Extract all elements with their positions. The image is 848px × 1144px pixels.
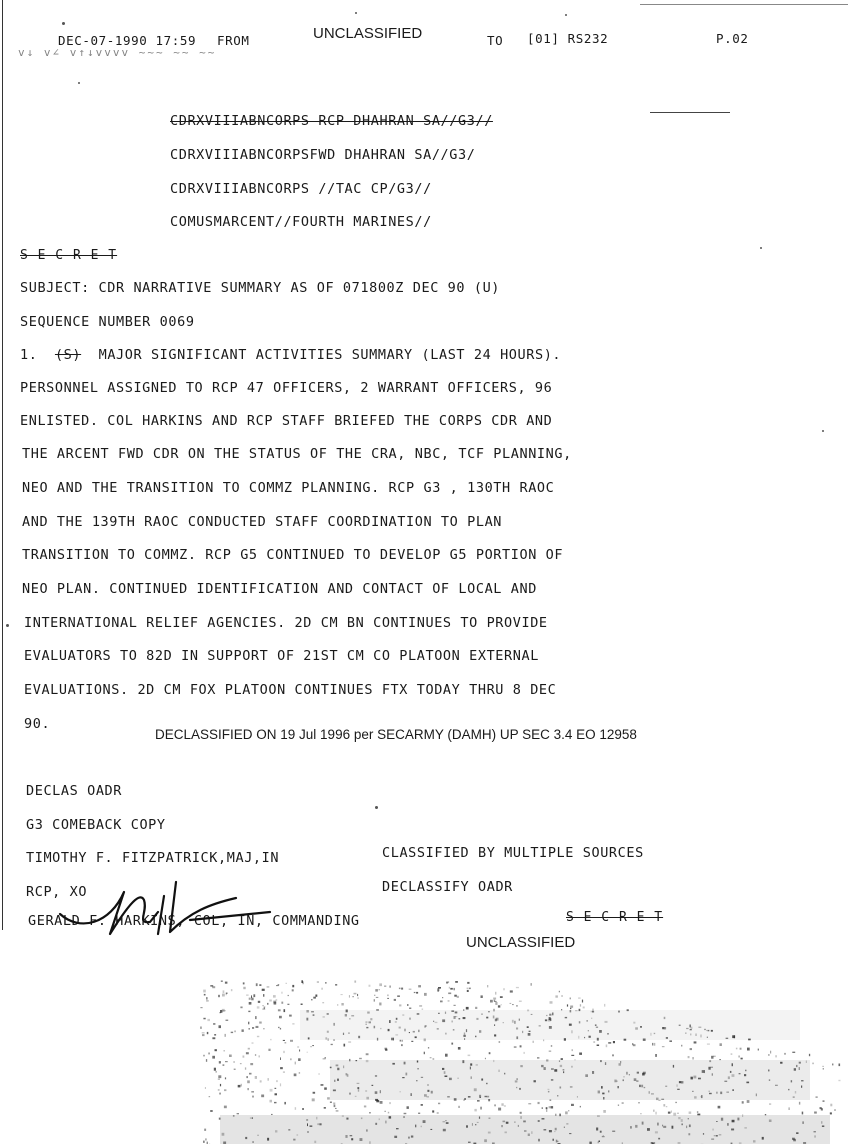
classification-bottom: UNCLASSIFIED [466,934,576,951]
paragraph-line: 90. [24,716,51,732]
signature-graphic [40,872,280,942]
addressee-line: CDRXVIIIABNCORPSFWD DHAHRAN SA//G3/ [170,147,476,163]
paragraph-line: NEO PLAN. CONTINUED IDENTIFICATION AND CONTACT OF LOCAL AND [22,581,537,597]
paragraph-line: PERSONNEL ASSIGNED TO RCP 47 OFFICERS, 2 WARRANT OFFICERS, 96 [20,380,553,396]
scan-speck [355,12,357,14]
scan-speck [565,14,567,16]
fax-to-label: TO [487,33,504,48]
scan-noise [0,940,848,1144]
paragraph-line: AND THE 139TH RAOC CONDUCTED STAFF COORDINATION TO PLAN [22,514,503,530]
fax-to-value: [01] RS232 [527,31,609,46]
paragraph-line: INTERNATIONAL RELIEF AGENCIES. 2D CM BN CONTINUES TO PROVIDE [24,615,548,631]
scan-speck [822,430,824,432]
paragraph-line: EVALUATORS TO 82D IN SUPPORT OF 21ST CM CO PLATOON EXTERNAL [24,648,539,664]
declassify-line: DECLASSIFY OADR [382,879,513,895]
comeback-copy: G3 COMEBACK COPY [26,817,166,833]
classification-bottom-marking: S E C R E T [566,910,664,925]
addressee-line: CDRXVIIIABNCORPS RCP DHAHRAN SA//G3// [170,113,493,129]
paragraph-heading: 1. (S) MAJOR SIGNIFICANT ACTIVITIES SUMMARY (LAST 24 HOURS). [20,347,562,363]
classified-by: CLASSIFIED BY MULTIPLE SOURCES [382,845,644,861]
scan-speck [375,806,378,809]
paragraph-line: NEO AND THE TRANSITION TO COMMZ PLANNING. RCP G3 , 130TH RAOC [22,480,555,496]
paragraph-line: ENLISTED. COL HARKINS AND RCP STAFF BRIEFED THE CORPS CDR AND [20,413,553,429]
commander-line: GERALD F. HARKINS, COL, IN, COMMANDING [28,913,360,929]
classification-top: UNCLASSIFIED [313,25,423,42]
scan-speck [6,624,9,627]
stray-mark [650,112,730,113]
paragraph-line: THE ARCENT FWD CDR ON THE STATUS OF THE CRA, NBC, TCF PLANNING, [22,446,572,462]
declas-line: DECLAS OADR [26,783,123,799]
fax-datetime: DEC-07-1990 17:59 [58,33,197,48]
paragraph-line: TRANSITION TO COMMZ. RCP G5 CONTINUED TO DEVELOP G5 PORTION OF [22,547,564,563]
scan-speck [78,82,80,84]
scan-speck [62,22,65,25]
addressee-line: COMUSMARCENT//FOURTH MARINES// [170,214,432,230]
garbled-header-line: v↓ v∠ v↑↓vvvv ~~~ ~~ ~~ [18,46,217,59]
point-of-contact: TIMOTHY F. FITZPATRICK,MAJ,IN [26,850,280,866]
subject-line: SUBJECT: CDR NARRATIVE SUMMARY AS OF 071800Z DEC 90 (U) [20,280,501,296]
paragraph-line: EVALUATIONS. 2D CM FOX PLATOON CONTINUES FTX TODAY THRU 8 DEC [24,682,557,698]
fax-from-label: FROM [217,33,250,48]
declassified-stamp: DECLASSIFIED ON 19 Jul 1996 per SECARMY (DAMH) UP SEC 3.4 EO 12958 [155,727,637,742]
addressee-line: CDRXVIIIABNCORPS //TAC CP/G3// [170,181,432,197]
poc-title: RCP, XO [26,884,88,900]
top-rule [640,4,848,5]
sequence-number: SEQUENCE NUMBER 0069 [20,314,195,330]
fax-page-number: P.02 [716,31,749,46]
paragraph-classification-mark: (S) [54,347,82,363]
scan-speck [760,247,762,249]
page-edge-line [2,0,3,930]
classification-marking: S E C R E T [20,248,118,263]
